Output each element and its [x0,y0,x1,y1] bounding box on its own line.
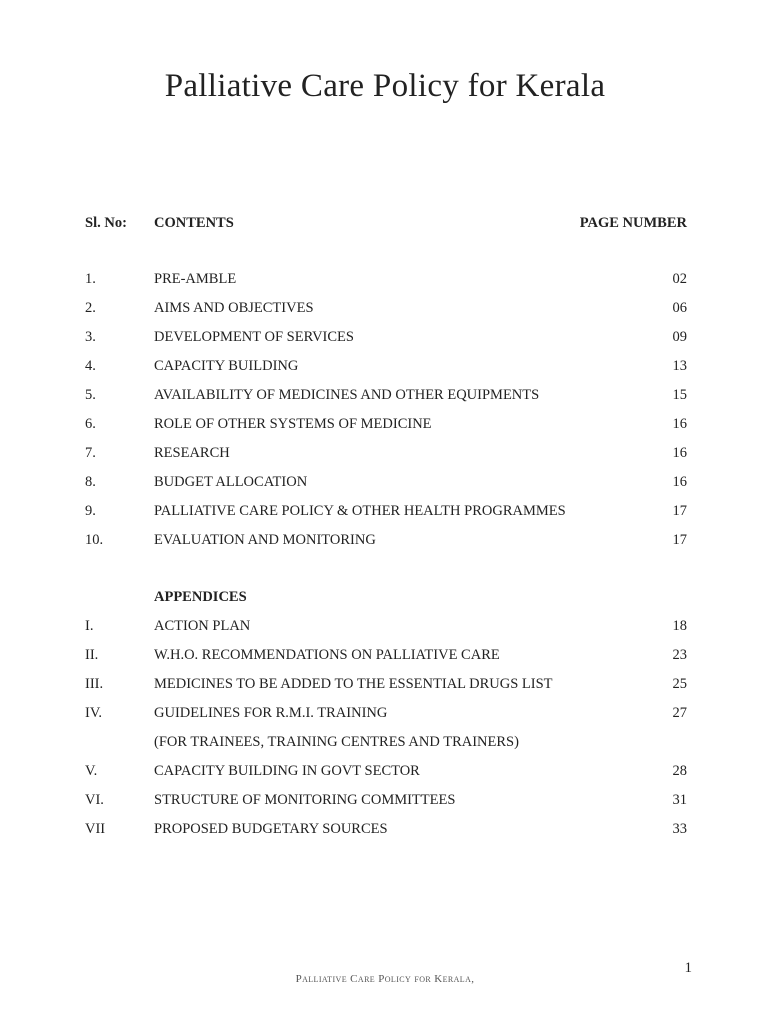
toc-row [85,445,687,465]
toc-row [85,387,687,407]
toc-row [85,271,687,291]
appendix-row-label: GUIDELINES FOR R.M.I. TRAINING [154,705,388,721]
appendix-row-number: II. [85,647,99,663]
toc-row-number: 1. [85,271,96,287]
toc-row-page: 16 [672,445,687,461]
toc-row-page: 17 [672,532,687,548]
toc-row-number: 10. [85,532,104,548]
toc-row-label: CAPACITY BUILDING [154,358,299,374]
toc-row-number: 9. [85,503,96,519]
appendix-row-number: IV. [85,705,103,721]
appendix-row-label: STRUCTURE OF MONITORING COMMITTEES [154,792,456,808]
toc-row-label: RESEARCH [154,445,230,461]
toc-row [85,474,687,494]
appendix-row-label: (FOR TRAINEES, TRAINING CENTRES AND TRAINERS) [154,734,519,750]
toc-row-page: 06 [672,300,687,316]
appendix-row-page: 23 [672,647,687,663]
appendix-row-page: 33 [672,821,687,837]
toc-row-label: AVAILABILITY OF MEDICINES AND OTHER EQUIPMENTS [154,387,540,403]
page-footer: Palliative Care Policy for Kerala, [295,973,475,985]
appendix-row-label: MEDICINES TO BE ADDED TO THE ESSENTIAL DRUGS LIST [154,676,553,692]
toc-row-label: ROLE OF OTHER SYSTEMS OF MEDICINE [154,416,432,432]
toc-row [85,503,687,523]
appendices-heading: APPENDICES [154,589,247,605]
toc-row-number: 4. [85,358,96,374]
appendix-row-label: CAPACITY BUILDING IN GOVT SECTOR [154,763,420,779]
appendix-row-page: 27 [672,705,687,721]
contents-header: CONTENTS [154,215,234,231]
appendix-row [85,821,687,841]
appendix-row [85,705,687,725]
toc-row-label: PRE-AMBLE [154,271,237,287]
appendix-row [85,792,687,812]
appendix-row-number: VII [85,821,106,837]
toc-row-page: 15 [672,387,687,403]
toc-row-label: EVALUATION AND MONITORING [154,532,376,548]
appendix-row-number: V. [85,763,98,779]
appendix-row-number: VI. [85,792,104,808]
document-title: Palliative Care Policy for Kerala [164,68,606,104]
toc-header [85,215,687,235]
appendix-row-page: 31 [672,792,687,808]
appendix-row-number: III. [85,676,104,692]
sl-no-header: Sl. No: [85,215,127,231]
appendix-row [85,676,687,696]
appendix-row-label: W.H.O. RECOMMENDATIONS ON PALLIATIVE CARE [154,647,500,663]
toc-row [85,300,687,320]
toc-row-number: 6. [85,416,96,432]
appendix-row [85,647,687,667]
toc-row-number: 3. [85,329,96,345]
toc-row-page: 13 [672,358,687,374]
toc-row-number: 2. [85,300,96,316]
toc-row-number: 5. [85,387,96,403]
appendix-row-label: ACTION PLAN [154,618,251,634]
toc-row [85,358,687,378]
toc-row-label: AIMS AND OBJECTIVES [154,300,314,316]
appendix-row-label: PROPOSED BUDGETARY SOURCES [154,821,388,837]
page-number-header: PAGE NUMBER [579,215,687,231]
appendix-row-page: 28 [672,763,687,779]
toc-row-number: 7. [85,445,96,461]
toc-row-label: DEVELOPMENT OF SERVICES [154,329,354,345]
toc-row [85,329,687,349]
toc-row-page: 09 [672,329,687,345]
appendix-row-continuation [85,734,687,754]
toc-row [85,532,687,552]
appendix-row-page: 25 [672,676,687,692]
toc-row-page: 17 [672,503,687,519]
toc-row [85,416,687,436]
appendix-row-page: 18 [672,618,687,634]
toc-row-page: 16 [672,474,687,490]
toc-row-page: 16 [672,416,687,432]
toc-row-number: 8. [85,474,96,490]
toc-row-page: 02 [672,271,687,287]
toc-row-label: PALLIATIVE CARE POLICY & OTHER HEALTH PROGRAMMES [154,503,566,519]
toc-row-label: BUDGET ALLOCATION [154,474,308,490]
appendix-row [85,763,687,783]
appendix-row-number: I. [85,618,94,634]
appendix-row [85,618,687,638]
page-number: 1 [684,960,692,976]
